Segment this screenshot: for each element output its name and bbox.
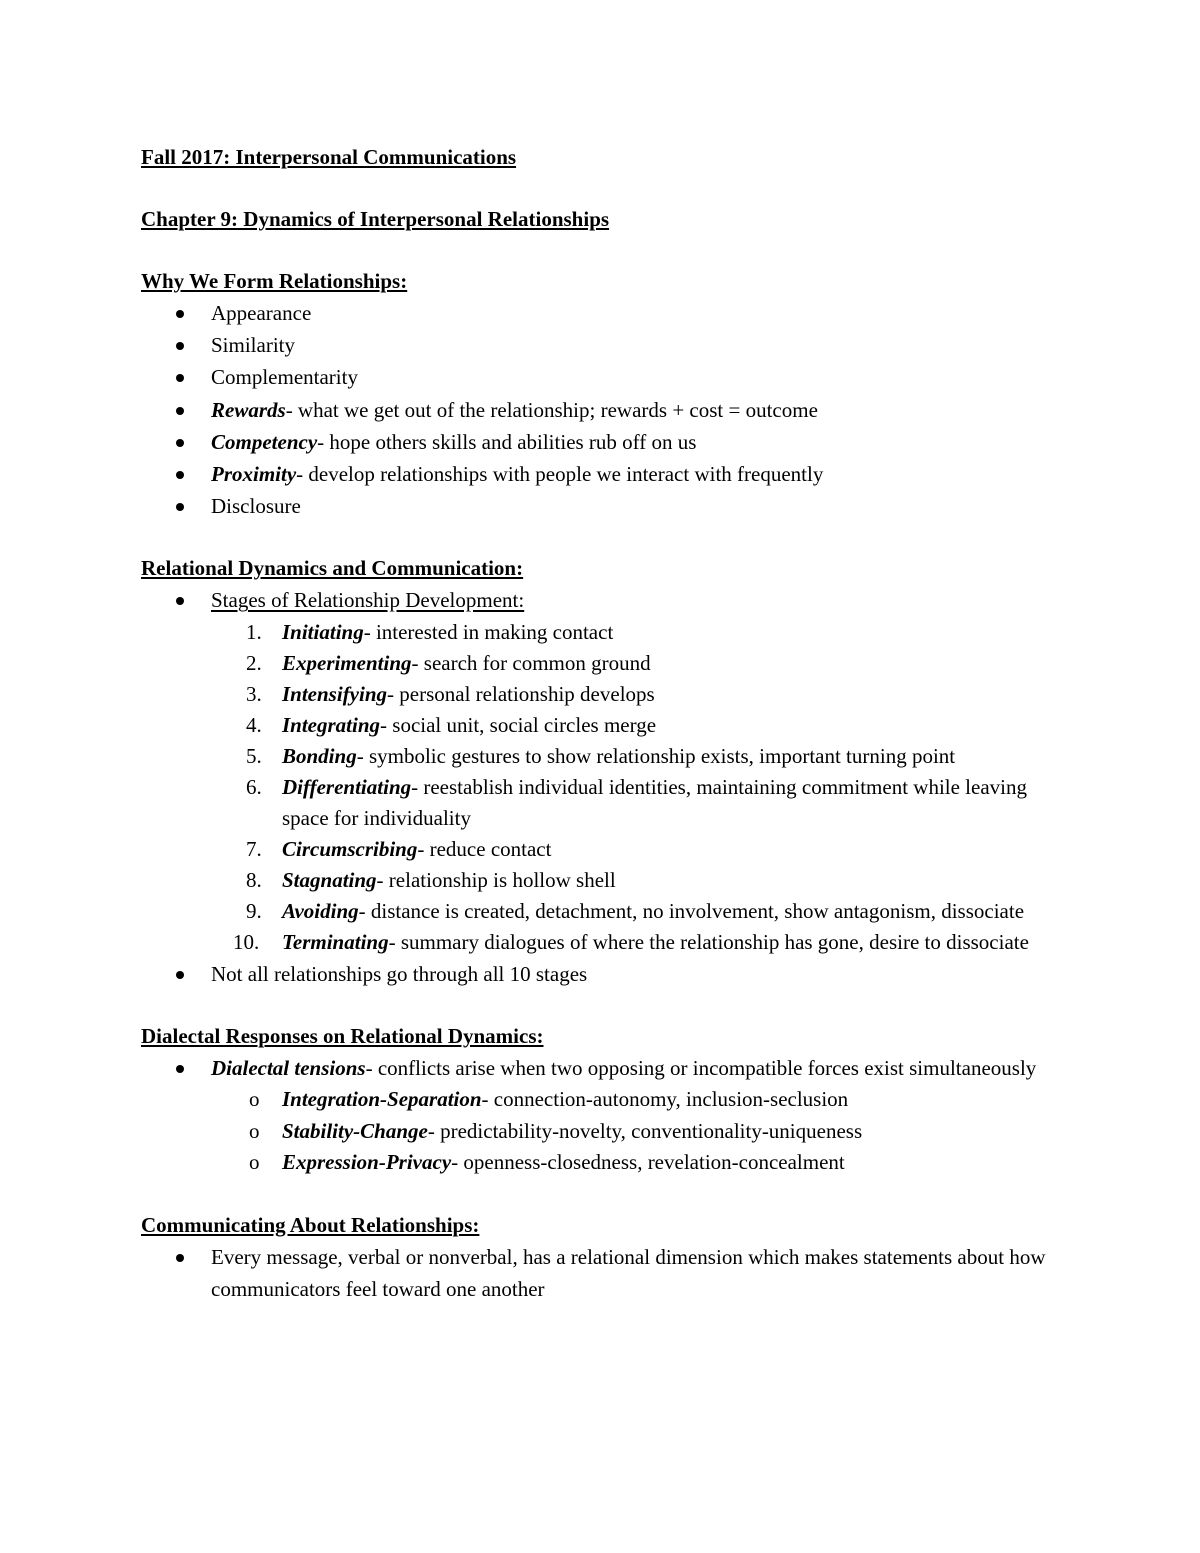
bullet-item: Competency- hope others skills and abilities rub off on us (141, 426, 1061, 458)
bullet-item: Stages of Relationship Development: (141, 584, 1061, 616)
section-heading: Communicating About Relationships: (141, 1212, 480, 1237)
bullet-item: Complementarity (141, 361, 1061, 393)
section-why-form-relationships (141, 266, 1061, 522)
stage-item: 8. Stagnating- relationship is hollow shell (246, 867, 616, 892)
stage-item: 9. Avoiding- distance is created, detachment, no involvement, show antagonism, dissociate (246, 898, 1025, 923)
sub-bullet-item: o Stability-Change- predictability-novelty, conventionality-uniqueness (249, 1118, 863, 1143)
stage-item: 3. Intensifying- personal relationship develops (246, 681, 655, 706)
document-title: Fall 2017: Interpersonal Communications (141, 145, 517, 169)
stage-item: 6. Differentiating- reestablish individual identities, maintaining commitment while leaving space for individuality (246, 774, 1027, 830)
stage-item: 7. Circumscribing- reduce contact (246, 836, 552, 861)
bullet-item: Disclosure (141, 490, 1061, 522)
section-communicating-about-relationships (141, 1210, 1061, 1305)
sub-bullet-item: o Integration-Separation- connection-autonomy, inclusion-seclusion (249, 1087, 849, 1112)
stage-item: 10. Terminating- summary dialogues of where the relationship has gone, desire to dissociate (233, 929, 1029, 954)
section-heading: Relational Dynamics and Communication: (141, 556, 524, 581)
bullet-item: Every message, verbal or nonverbal, has a relational dimension which makes statements about how communicators feel toward one another (141, 1241, 1061, 1305)
stage-item: 1. Initiating- interested in making contact (246, 619, 614, 644)
bullet-item: Dialectal tensions- conflicts arise when two opposing or incompatible forces exist simultaneously (141, 1052, 1061, 1084)
chapter-title: Chapter 9: Dynamics of Interpersonal Relationships (141, 207, 610, 231)
sub-bullet-item: o Expression-Privacy- openness-closedness, revelation-concealment (249, 1150, 845, 1175)
bullet-item: Similarity (141, 329, 1061, 361)
section-heading: Why We Form Relationships: (141, 269, 408, 293)
bullet-item: Rewards- what we get out of the relationship; rewards + cost = outcome (141, 394, 1061, 426)
stage-item: 2. Experimenting- search for common ground (246, 650, 651, 675)
stage-item: 5. Bonding- symbolic gestures to show relationship exists, important turning point (246, 743, 956, 768)
stage-item: 4. Integrating- social unit, social circles merge (246, 712, 657, 737)
bullet-item: Appearance (141, 297, 1061, 329)
bullet-item: Not all relationships go through all 10 stages (141, 958, 1061, 990)
bullet-item: Proximity- develop relationships with people we interact with frequently (141, 458, 1061, 490)
section-dialectal-responses (141, 1021, 1061, 1179)
section-relational-dynamics (141, 553, 1061, 989)
document-page (141, 142, 1061, 1336)
section-heading: Dialectal Responses on Relational Dynamics: (141, 1023, 544, 1048)
